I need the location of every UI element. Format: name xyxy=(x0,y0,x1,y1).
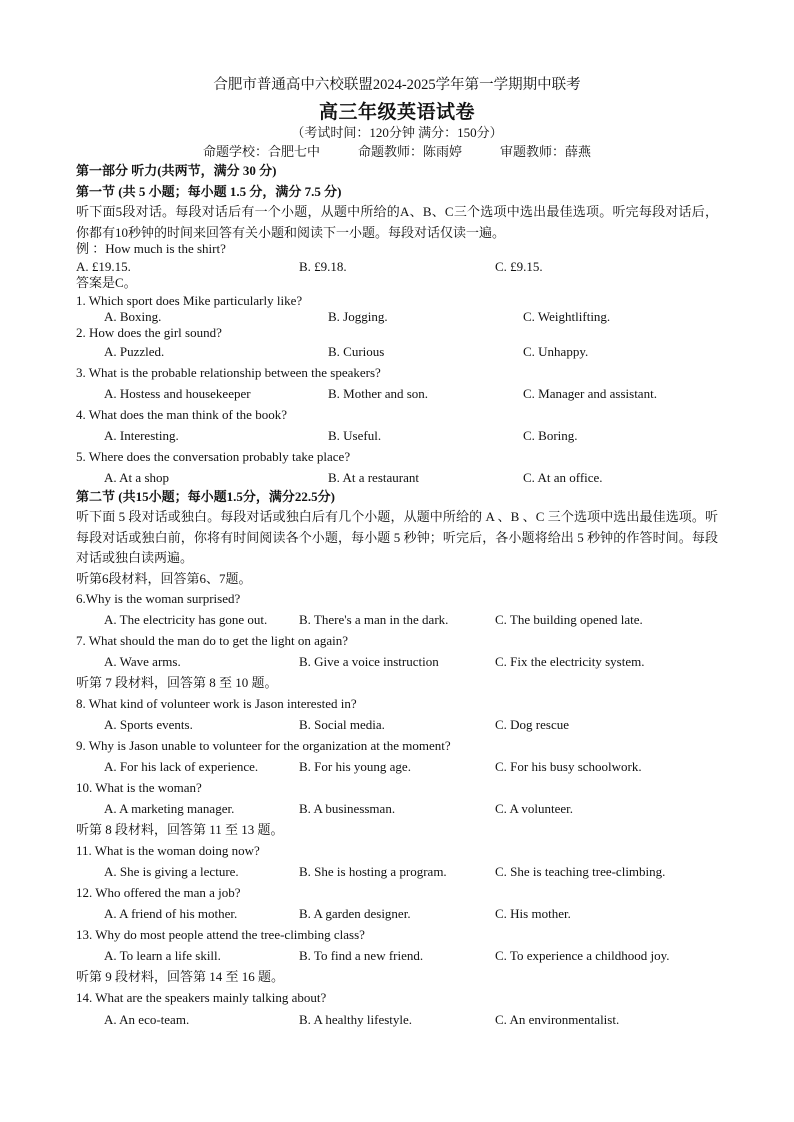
q11-option-c: C. She is teaching tree-climbing. xyxy=(495,864,666,879)
reviewer: 审题教师：薛燕 xyxy=(500,144,592,159)
q8-option-b: B. Social media. xyxy=(299,717,385,732)
q14-option-b: B. A healthy lifestyle. xyxy=(299,1012,413,1027)
q6-option-b: B. There's a man in the dark. xyxy=(299,612,449,627)
q1-option-a: A. Boxing. xyxy=(104,309,162,324)
exam-info: （考试时间：120分钟 满分：150分） xyxy=(291,125,503,140)
material-7-label: 听第 7 段材料，回答第 8 至 10 题。 xyxy=(76,675,278,690)
setter-info xyxy=(0,143,794,161)
q8-option-a: A. Sports events. xyxy=(104,717,193,732)
q13-option-b: B. To find a new friend. xyxy=(299,948,424,963)
q3-option-b: B. Mother and son. xyxy=(328,386,429,401)
question-12: 12. Who offered the man a job? xyxy=(76,885,241,900)
q7-option-c: C. Fix the electricity system. xyxy=(495,654,645,669)
q2-option-b: B. Curious xyxy=(328,344,385,359)
q7-option-b: B. Give a voice instruction xyxy=(299,654,439,669)
section1-instructions: 听下面5段对话。每段对话后有一个小题，从题中所给的A、B、C三个选项中选出最佳选项。听完每段对话后，你都有10秒钟的时间来回答有关小题和阅读下一小题。每段对话仅读一遍。 xyxy=(76,204,718,240)
question-4: 4. What does the man think of the book? xyxy=(76,407,287,422)
example-option-a: A. £19.15. xyxy=(76,259,131,274)
question-14: 14. What are the speakers mainly talking about? xyxy=(76,990,327,1005)
question-2: 2. How does the girl sound? xyxy=(76,325,222,340)
q3-option-c: C. Manager and assistant. xyxy=(523,386,657,401)
section2-instructions: 听下面 5 段对话或独白。每段对话或独白后有几个小题，从题中所给的 A 、B 、C 三个选项中选出最佳选项。听每段对话或独白前，你将有时间阅读各个小题，每小题 5 秒钟；听完后，各小题将给出 5 秒钟的作答时间。每段对话或独白读两遍。 xyxy=(76,509,718,565)
question-7: 7. What should the man do to get the light on again? xyxy=(76,633,348,648)
q8-option-c: C. Dog rescue xyxy=(495,717,570,732)
question-11: 11. What is the woman doing now? xyxy=(76,843,260,858)
q1-option-b: B. Jogging. xyxy=(328,309,388,324)
q5-option-c: C. At an office. xyxy=(523,470,603,485)
q2-option-c: C. Unhappy. xyxy=(523,344,589,359)
material-6-label: 听第6段材料，回答第6、7题。 xyxy=(76,571,252,586)
paper-title: 高三年级英语试卷 xyxy=(318,101,475,123)
q12-option-b: B. A garden designer. xyxy=(299,906,411,921)
q10-option-a: A. A marketing manager. xyxy=(104,801,235,816)
q14-option-c: C. An environmentalist. xyxy=(495,1012,620,1027)
part1-title: 第一部分 听力(共两节，满分 30 分) xyxy=(76,163,277,178)
q11-option-a: A. She is giving a lecture. xyxy=(104,864,239,879)
example-question: 例 ：How much is the shirt? xyxy=(76,241,226,256)
q1-option-c: C. Weightlifting. xyxy=(523,309,611,324)
example-option-b: B. £9.18. xyxy=(299,259,347,274)
material-8-label: 听第 8 段材料，回答第 11 至 13 题。 xyxy=(76,822,284,837)
setter-school: 命题学校：合肥七中 xyxy=(202,144,320,159)
q3-option-a: A. Hostess and housekeeper xyxy=(104,386,251,401)
question-13: 13. Why do most people attend the tree-climbing class? xyxy=(76,927,365,942)
q10-option-c: C. A volunteer. xyxy=(495,801,573,816)
q12-option-a: A. A friend of his mother. xyxy=(104,906,238,921)
question-8: 8. What kind of volunteer work is Jason interested in? xyxy=(76,696,357,711)
question-10: 10. What is the woman? xyxy=(76,780,202,795)
question-3: 3. What is the probable relationship between the speakers? xyxy=(76,365,381,380)
q6-option-a: A. The electricity has gone out. xyxy=(104,612,268,627)
question-9: 9. Why is Jason unable to volunteer for the organization at the moment? xyxy=(76,738,451,753)
section1-title: 第一节 (共 5 小题；每小题 1.5 分，满分 7.5 分) xyxy=(76,184,342,199)
question-1: 1. Which sport does Mike particularly like? xyxy=(76,293,303,308)
q10-option-b: B. A businessman. xyxy=(299,801,396,816)
q7-option-a: A. Wave arms. xyxy=(104,654,181,669)
setter-teacher: 命题教师：陈雨婷 xyxy=(357,144,462,159)
q14-option-a: A. An eco-team. xyxy=(104,1012,190,1027)
q2-option-a: A. Puzzled. xyxy=(104,344,165,359)
q9-option-b: B. For his young age. xyxy=(299,759,411,774)
q5-option-b: B. At a restaurant xyxy=(328,470,419,485)
q9-option-c: C. For his busy schoolwork. xyxy=(495,759,642,774)
question-5: 5. Where does the conversation probably take place? xyxy=(76,449,351,464)
q12-option-c: C. His mother. xyxy=(495,906,571,921)
q6-option-c: C. The building opened late. xyxy=(495,612,643,627)
example-answer: 答案是C。 xyxy=(76,275,137,290)
q4-option-b: B. Useful. xyxy=(328,428,382,443)
q4-option-c: C. Boring. xyxy=(523,428,578,443)
exam-title: 合肥市普通高中六校联盟2024-2025学年第一学期期中联考 xyxy=(213,77,581,93)
q5-option-a: A. At a shop xyxy=(104,470,169,485)
example-option-c: C. £9.15. xyxy=(495,259,543,274)
q9-option-a: A. For his lack of experience. xyxy=(104,759,259,774)
q11-option-b: B. She is hosting a program. xyxy=(299,864,447,879)
q13-option-a: A. To learn a life skill. xyxy=(104,948,221,963)
q13-option-c: C. To experience a childhood joy. xyxy=(495,948,670,963)
q4-option-a: A. Interesting. xyxy=(104,428,179,443)
question-6: 6.Why is the woman surprised? xyxy=(76,591,241,606)
section2-title: 第二节 (共15小题；每小题1.5分，满分22.5分) xyxy=(76,489,335,504)
material-9-label: 听第 9 段材料，回答第 14 至 16 题。 xyxy=(76,969,285,984)
